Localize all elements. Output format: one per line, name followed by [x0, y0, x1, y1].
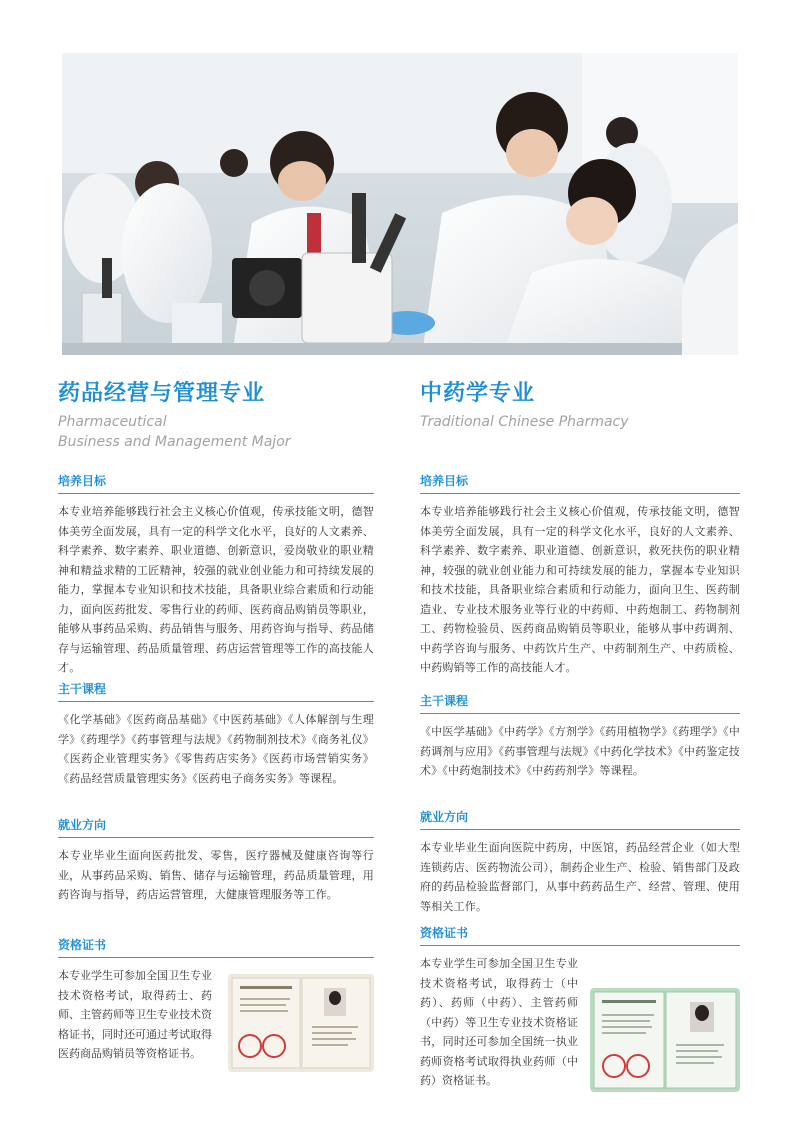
- certificate-photo: [590, 988, 740, 1092]
- major-english-line-1: Traditional Chinese Pharmacy: [420, 414, 629, 430]
- career-section: [420, 808, 740, 918]
- core-courses-section: [420, 692, 740, 802]
- section-heading: 资格证书: [420, 924, 740, 946]
- certificate-image: [590, 988, 740, 1092]
- section-heading: 培养目标: [420, 472, 740, 494]
- certificate-image: [228, 974, 374, 1072]
- section-text: 本专业毕业生面向医药批发、零售，医疗器械及健康咨询等行业，从事药品采购、销售、储存与运输管理，药品质量管理，用药咨询与指导，药店运营管理，大健康管理服务等工作。: [58, 849, 374, 901]
- major-title: 中药学专业: [420, 381, 536, 406]
- hero-photo: [62, 53, 738, 355]
- section-text: 本专业毕业生面向医院中药房，中医馆，药品经营企业（如大型连锁药店、医药物流公司），制药企业生产、检验、销售部门及政府的药品检验监督部门，从事中药药品生产、经营、管理、使用等相关工作。: [420, 841, 740, 913]
- section-text: 本专业学生可参加全国卫生专业技术资格考试，取得药士、药师、主管药师等卫生专业技术资格证书，同时还可通过考试取得医药商品购销员等资格证书。: [58, 969, 212, 1060]
- major-english-name: [58, 412, 374, 458]
- certificate-section: [420, 924, 740, 1092]
- certificate-photo: [228, 974, 374, 1072]
- core-courses-section: [58, 680, 374, 810]
- lab-students-photo: [62, 53, 738, 355]
- certificate-section: [58, 936, 374, 1072]
- career-section: [58, 816, 374, 926]
- section-heading: 主干课程: [420, 692, 740, 714]
- major-pharmaceutical-business: [58, 378, 374, 1072]
- section-text: 本专业培养能够践行社会主义核心价值观，传承技能文明，德智体美劳全面发展，具有一定的科学文化水平，良好的人文素养、科学素养、数字素养、职业道德、创新意识，爱岗敬业的职业精神和精益求精的工匠精神，较强的就业创业能力和可持续发展的能力，掌握本专业知识和技术技能，具备职业综合素质和行动能力，面向医药批发、零售行业的药师、医药商品购销员等职业，能够从事药品采购、药品销售与服务、用药咨询与指导、药品储存与运输管理、药品质量管理、药店运营管理等工作的高技能人才。: [58, 505, 374, 674]
- training-goal-section: [420, 472, 740, 684]
- training-goal-section: [58, 472, 374, 674]
- section-text: 《中医学基础》《中药学》《方剂学》《药用植物学》《药理学》《中药调剂与应用》《药事管理与法规》《中药化学技术》《中药鉴定技术》《中药炮制技术》《中药药剂学》等课程。: [420, 725, 740, 777]
- section-text: 本专业学生可参加全国卫生专业技术资格考试，取得药士（中药）、药师（中药）、主管药师（中药）等卫生专业技术资格证书，同时还可参加全国统一执业药师资格考试取得执业药师（中药）资格证书。: [420, 957, 578, 1087]
- major-english-name: [420, 412, 740, 436]
- major-english-line-2: Business and Management Major: [58, 434, 291, 450]
- section-heading: 就业方向: [420, 808, 740, 830]
- section-heading: 就业方向: [58, 816, 374, 838]
- section-heading: 资格证书: [58, 936, 374, 958]
- major-title: 药品经营与管理专业: [58, 381, 266, 406]
- major-traditional-chinese-pharmacy: [420, 378, 740, 1092]
- section-text: 《化学基础》《医药商品基础》《中医药基础》《人体解剖与生理学》《药理学》《药事管理与法规》《药物制剂技术》《商务礼仪》《医药企业管理实务》《零售药店实务》《医药市场营销实务》《药品经营质量管理实务》《医药电子商务实务》等课程。: [58, 713, 374, 785]
- major-english-line-1: Pharmaceutical: [58, 414, 167, 430]
- section-text: 本专业培养能够践行社会主义核心价值观，传承技能文明，德智体美劳全面发展，具有一定的科学文化水平，良好的人文素养、科学素养、数字素养、职业道德、创新意识，救死扶伤的职业精神，较强的就业创业能力和可持续发展的能力，掌握本专业知识和技术技能，具备职业综合素质和行动能力，面向卫生、医药制造业、专业技术服务业等行业的中药师、中药炮制工、药物制剂工、药物检验员、医药商品购销员等职业，能够从事中药调剂、中药学咨询与服务、中药饮片生产、中药制剂生产、中药质检、中药购销等工作的高技能人才。: [420, 505, 740, 674]
- section-heading: 培养目标: [58, 472, 374, 494]
- section-heading: 主干课程: [58, 680, 374, 702]
